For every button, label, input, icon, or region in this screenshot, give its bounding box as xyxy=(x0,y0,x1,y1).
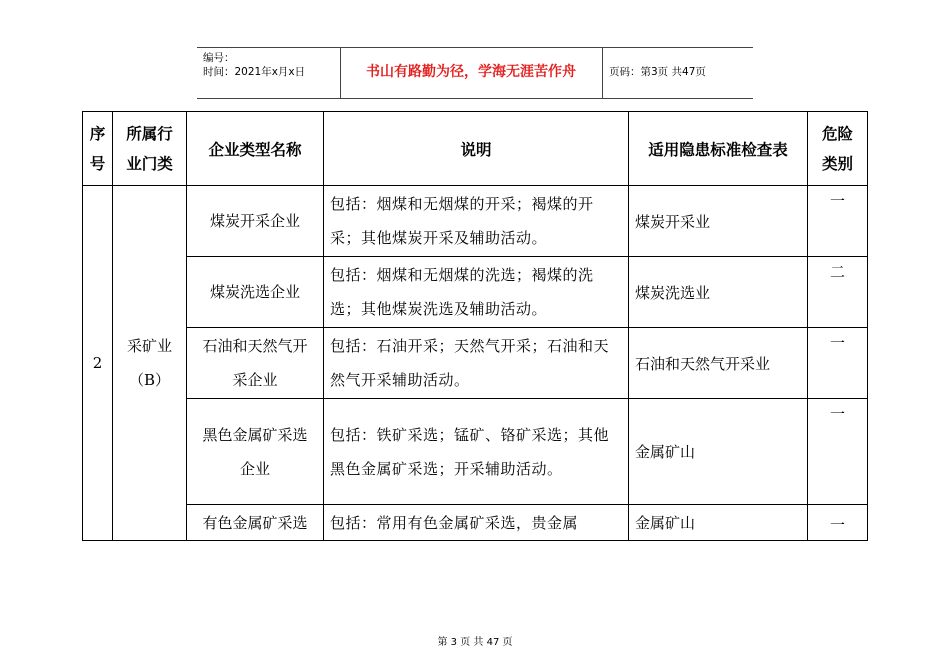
header-industry xyxy=(113,112,187,186)
header-risk-line2: 类别 xyxy=(821,154,853,173)
header-seq-line1: 序 xyxy=(89,124,106,143)
group-industry-line2: （B） xyxy=(128,371,171,389)
enterprise-type-table xyxy=(82,111,868,541)
risk-cell: 二 xyxy=(808,257,868,328)
table-row xyxy=(83,257,868,328)
header-industry-line1: 所属行 xyxy=(126,124,173,143)
header-desc: 说明 xyxy=(324,112,629,186)
table-row xyxy=(83,505,868,541)
motto: 书山有路勤为径，学海无涯苦作舟 xyxy=(366,64,576,80)
header-seq xyxy=(83,112,113,186)
header-industry-line2: 业门类 xyxy=(126,154,173,173)
type-cell xyxy=(187,399,324,505)
group-industry-line1: 采矿业 xyxy=(126,337,172,355)
check-cell: 石油和天然气开采业 xyxy=(629,328,808,399)
check-cell: 金属矿山 xyxy=(629,505,808,541)
header-check: 适用隐患标准检查表 xyxy=(629,112,808,186)
header-type: 企业类型名称 xyxy=(187,112,324,186)
check-cell: 金属矿山 xyxy=(629,399,808,505)
type-cell xyxy=(187,505,324,541)
type-line: 煤炭洗选企业 xyxy=(209,283,300,301)
header-risk-line1: 危险 xyxy=(821,124,853,143)
desc-cell: 包括：石油开采；天然气开采；石油和天然气开采辅助活动。 xyxy=(324,328,629,399)
header-risk xyxy=(808,112,868,186)
risk-cell: 一 xyxy=(808,186,868,257)
type-line: 煤炭开采企业 xyxy=(209,212,300,230)
time-label: 时间：2021年x月x日 xyxy=(203,66,306,78)
check-cell: 煤炭开采业 xyxy=(629,186,808,257)
type-cell xyxy=(187,328,324,399)
type-line: 有色金属矿采选 xyxy=(202,513,308,532)
type-cell xyxy=(187,186,324,257)
table-row xyxy=(83,186,868,257)
header-bottom-rule xyxy=(197,98,753,99)
type-line: 黑色金属矿采选 xyxy=(202,425,308,444)
table-header-row xyxy=(83,112,868,186)
group-industry xyxy=(113,186,187,541)
type-cell xyxy=(187,257,324,328)
check-cell: 煤炭洗选业 xyxy=(629,257,808,328)
table-row xyxy=(83,328,868,399)
header-top-rule xyxy=(197,47,753,48)
header-seq-line2: 号 xyxy=(89,154,106,173)
risk-cell: 一 xyxy=(808,505,868,541)
header-divider-right xyxy=(602,47,603,98)
group-seq: 2 xyxy=(83,186,113,541)
serial-label: 编号： xyxy=(203,52,235,64)
page-footer: 第 3 页 共 47 页 xyxy=(437,637,513,648)
table-row xyxy=(83,399,868,505)
type-line: 企业 xyxy=(239,459,270,478)
type-line: 石油和天然气开 xyxy=(202,337,308,355)
risk-cell: 一 xyxy=(808,328,868,399)
desc-cell: 包括：烟煤和无烟煤的开采；褐煤的开采；其他煤炭开采及辅助活动。 xyxy=(324,186,629,257)
risk-cell: 一 xyxy=(808,399,868,505)
desc-cell: 包括：烟煤和无烟煤的洗选；褐煤的洗选；其他煤炭洗选及辅助活动。 xyxy=(324,257,629,328)
page-info: 页码：第3页 共47页 xyxy=(609,66,706,78)
type-line: 采企业 xyxy=(232,371,278,389)
desc-cell: 包括：常用有色金属矿采选，贵金属 xyxy=(324,505,629,541)
desc-cell: 包括：铁矿采选；锰矿、铬矿采选；其他黑色金属矿采选；开采辅助活动。 xyxy=(324,399,629,505)
